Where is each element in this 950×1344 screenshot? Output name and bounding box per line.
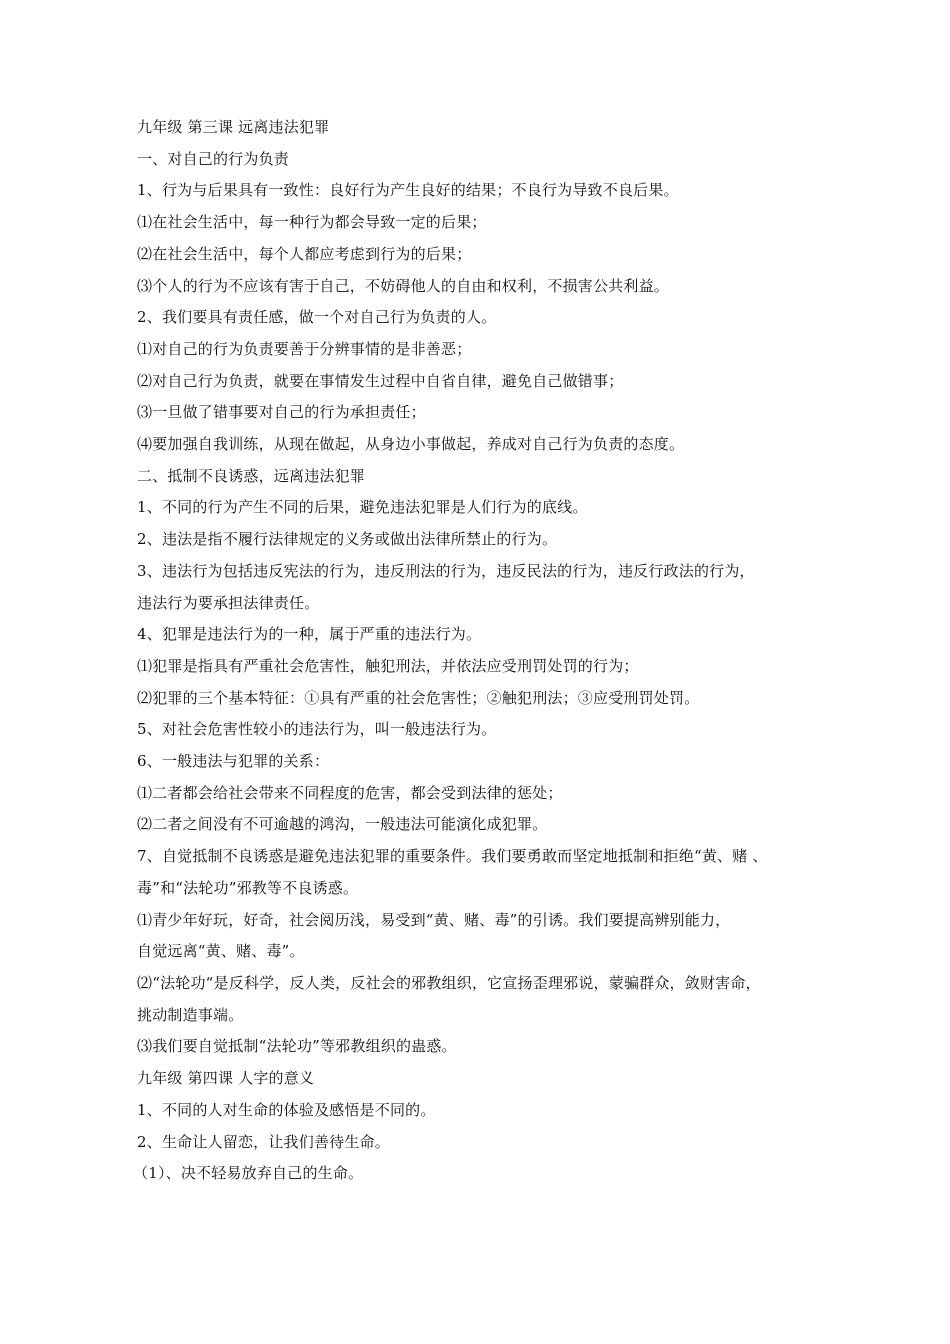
text-line: 自觉远离“黄、赌、毒”。: [137, 942, 305, 961]
text-line: 1、不同的人对生命的体验及感悟是不同的。: [137, 1100, 436, 1119]
text-line: 毒”和“法轮功”邪教等不良诱惑。: [137, 878, 359, 897]
text-line: ⑶我们要自觉抵制“法轮功”等邪教组织的蛊惑。: [137, 1037, 457, 1056]
document-body: [133, 112, 857, 1190]
text-line: 5、对社会危害性较小的违法行为，叫一般违法行为。: [137, 720, 497, 739]
text-line: ⑵对自己行为负责，就要在事情发生过程中自省自律，避免自己做错事；: [137, 371, 624, 390]
text-line: ⑴在社会生活中，每一种行为都会导致一定的后果；: [137, 213, 487, 232]
text-line: 2、生命让人留恋，让我们善待生命。: [137, 1132, 390, 1151]
text-line: 7、自觉抵制不良诱惑是避免违法犯罪的重要条件。我们要勇敢而坚定地抵制和拒绝“黄、赌 、: [137, 847, 768, 866]
text-line: 4、犯罪是违法行为的一种，属于严重的违法行为。: [137, 625, 482, 644]
text-line: ⑴青少年好玩，好奇，社会阅历浅，易受到“黄、赌、毒”的引诱。我们要提高辨别能力，: [137, 910, 731, 929]
text-line: 挑动制造事端。: [137, 1005, 244, 1024]
section-heading-1: 一、对自己的行为负责: [137, 149, 290, 168]
text-line: ⑶一旦做了错事要对自己的行为承担责任；: [137, 403, 426, 422]
section-heading-2: 二、抵制不良诱惑，远离违法犯罪: [137, 466, 366, 485]
text-line: ⑶个人的行为不应该有害于自己，不妨碍他人的自由和权利，不损害公共利益。: [137, 276, 670, 295]
text-line: ⑴对自己的行为负责要善于分辨事情的是非善恶；: [137, 339, 472, 358]
lesson-4-title: 九年级 第四课 人字的意义: [137, 1069, 315, 1088]
text-line: 6、一般违法与犯罪的关系：: [137, 752, 330, 771]
text-line: ⑵在社会生活中，每个人都应考虑到行为的后果；: [137, 244, 472, 263]
text-line: ⑵犯罪的三个基本特征：①具有严重的社会危害性；②触犯刑法；③应受刑罚处罚。: [137, 688, 700, 707]
text-line: 1、不同的行为产生不同的后果，避免违法犯罪是人们行为的底线。: [137, 498, 588, 517]
text-line: ⑵二者之间没有不可逾越的鸿沟，一般违法可能演化成犯罪。: [137, 815, 548, 834]
text-line: ⑷要加强自我训练，从现在做起，从身边小事做起，养成对自己行为负责的态度。: [137, 435, 685, 454]
text-line: ⑵“法轮功“是反科学，反人类，反社会的邪教组织，它宣扬歪理邪说，蒙骗群众，敛财害命，: [137, 973, 761, 992]
text-line: 2、违法是指不履行法律规定的义务或做出法律所禁止的行为。: [137, 530, 558, 549]
text-line: 1、行为与后果具有一致性：良好行为产生良好的结果；不良行为导致不良后果。: [137, 181, 679, 200]
text-line: 违法行为要承担法律责任。: [137, 593, 320, 612]
text-line: ⑴二者都会给社会带来不同程度的危害，都会受到法律的惩处；: [137, 783, 563, 802]
text-line: （1）、决不轻易放弃自己的生命。: [133, 1164, 364, 1183]
text-line: 2、我们要具有责任感，做一个对自己行为负责的人。: [137, 308, 497, 327]
text-line: 3、违法行为包括违反宪法的行为，违反刑法的行为，违反民法的行为，违反行政法的行为，: [137, 561, 755, 580]
lesson-3-title: 九年级 第三课 远离违法犯罪: [137, 118, 330, 136]
text-line: ⑴犯罪是指具有严重社会危害性，触犯刑法，并依法应受刑罚处罚的行为；: [137, 656, 639, 675]
